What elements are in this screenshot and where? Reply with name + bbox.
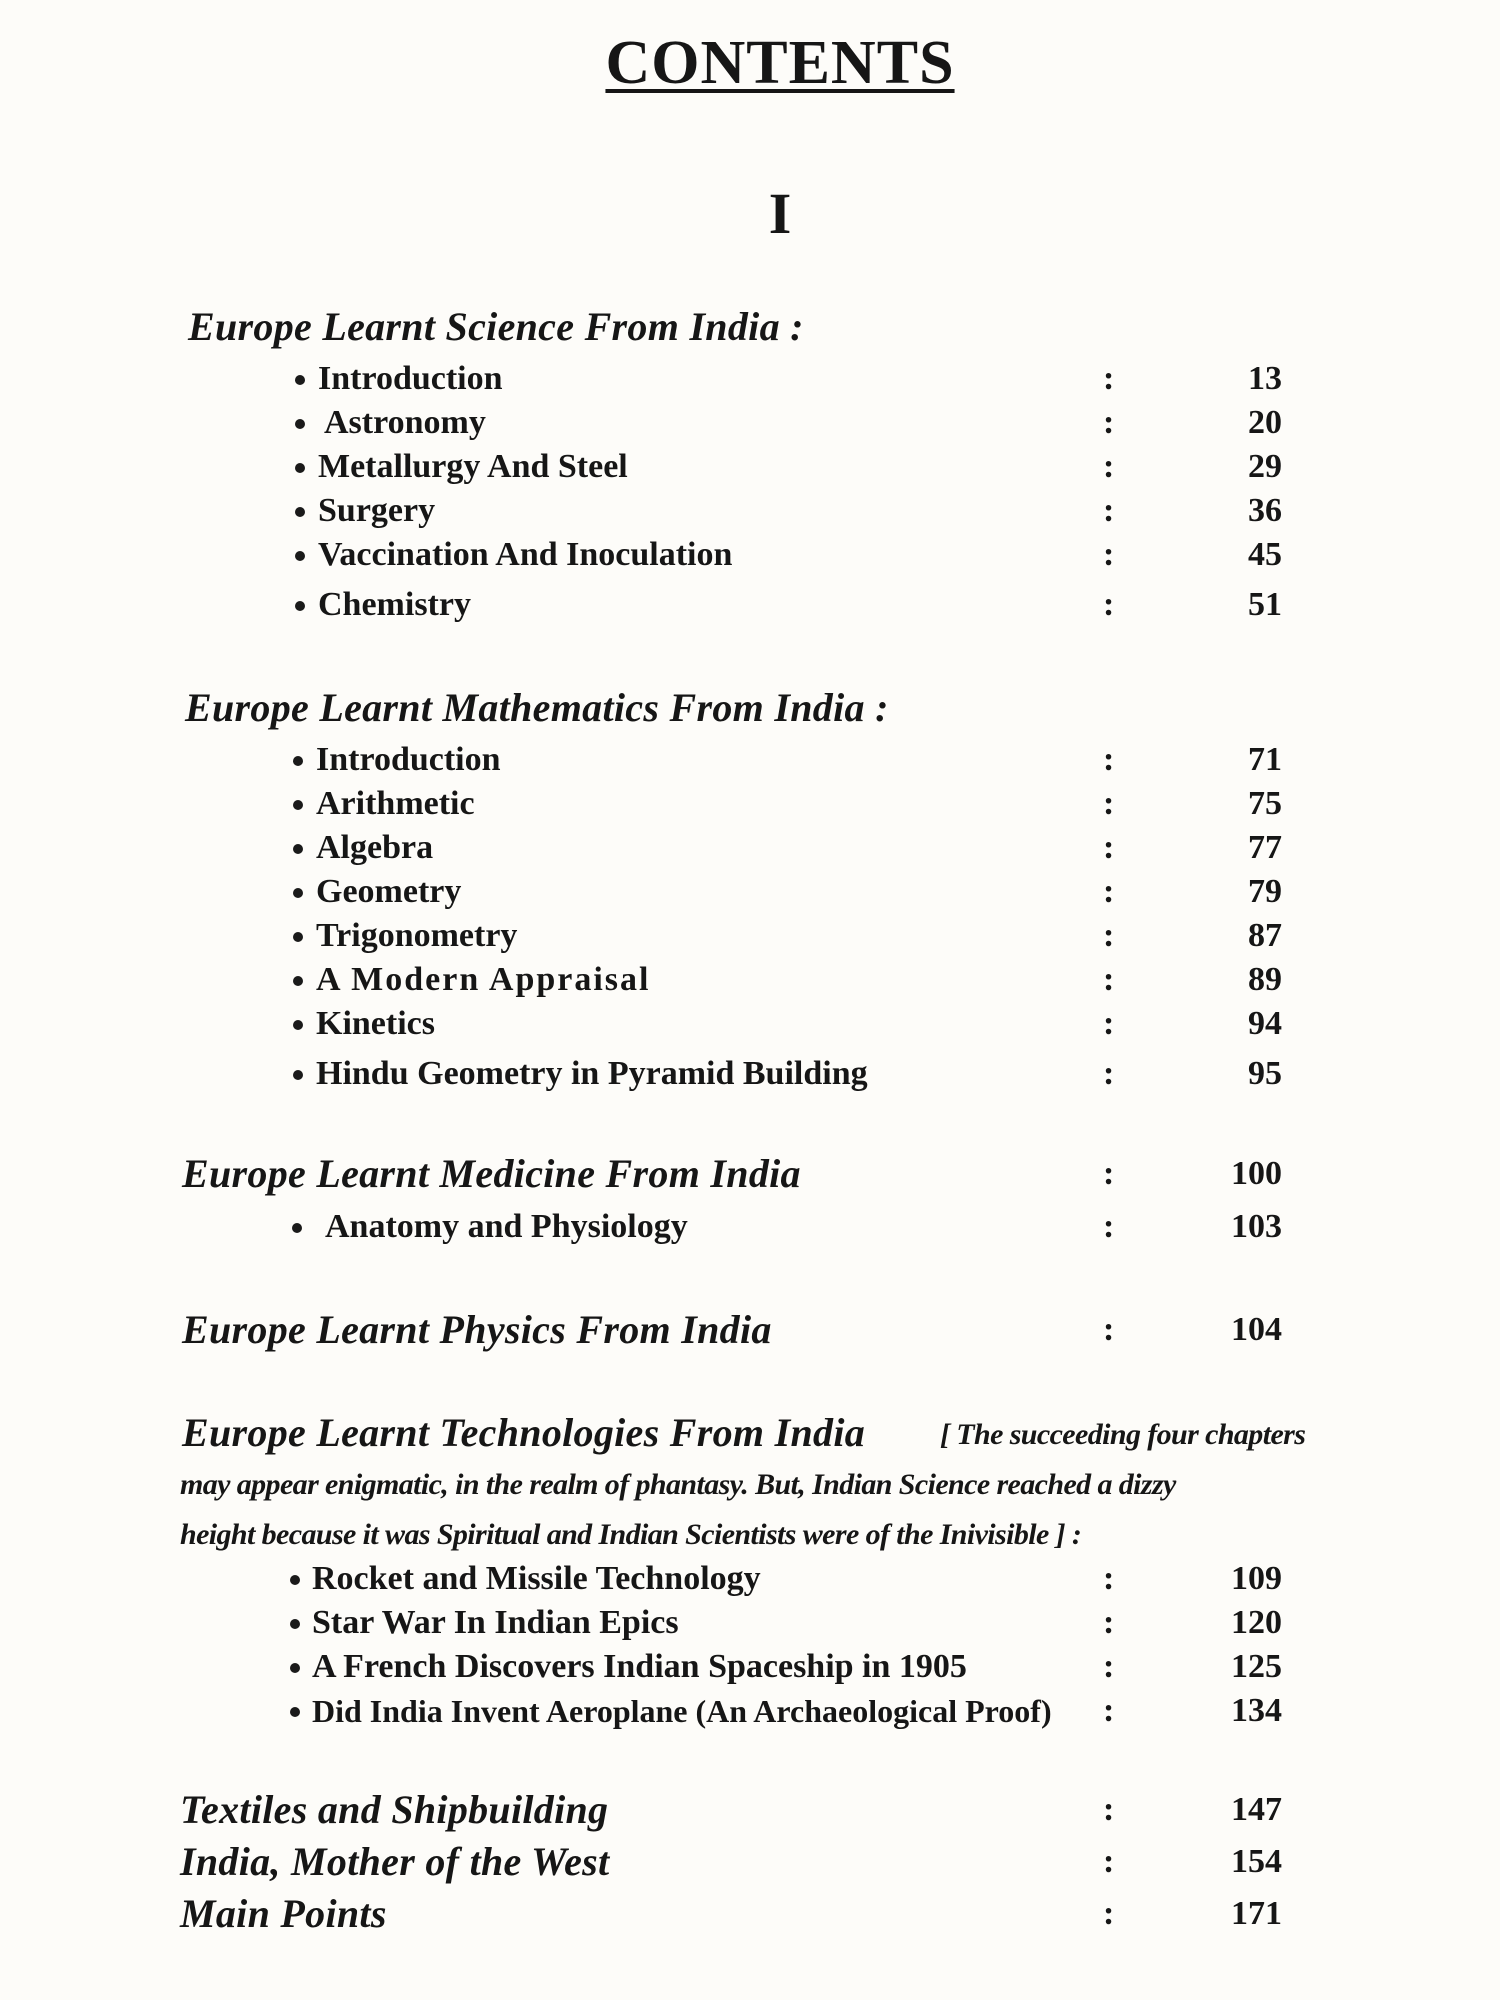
separator: : <box>1103 1560 1115 1597</box>
entry-title: Astronomy <box>324 404 486 441</box>
separator: : <box>1103 1604 1115 1641</box>
section-heading-mathematics <box>0 684 1500 732</box>
section-heading-physics[interactable] <box>0 1306 1500 1354</box>
page-number: 89 <box>1248 961 1282 998</box>
toc-entry[interactable] <box>0 487 1500 535</box>
toc-entry-india-mother[interactable] <box>0 1838 1500 1886</box>
page-number: 29 <box>1248 448 1282 485</box>
toc-entry[interactable] <box>0 1555 1500 1603</box>
separator: : <box>1103 492 1115 529</box>
separator: : <box>1103 536 1115 573</box>
section-title: Main Points <box>180 1891 387 1936</box>
section-note-line-3: height because it was Spiritual and Indian Scientists were of the Inivisible ] : <box>180 1518 1082 1551</box>
section-title: Europe Learnt Physics From India <box>182 1307 772 1352</box>
page-number: 79 <box>1248 873 1282 910</box>
page-number: 171 <box>1231 1895 1282 1932</box>
entry-title: Rocket and Missile Technology <box>312 1560 761 1597</box>
toc-entry[interactable] <box>0 736 1500 784</box>
bullet-icon <box>293 932 303 942</box>
separator: : <box>1103 1005 1115 1042</box>
bullet-icon <box>293 888 303 898</box>
toc-entry[interactable] <box>0 824 1500 872</box>
bullet-icon <box>292 1223 302 1233</box>
section-heading-medicine[interactable] <box>0 1150 1500 1198</box>
entry-title: Anatomy and Physiology <box>325 1208 688 1245</box>
entry-title: Did India Invent Aeroplane (An Archaeological Proof) <box>312 1693 1052 1729</box>
section-title: Europe Learnt Technologies From India <box>182 1410 866 1455</box>
bullet-icon <box>293 976 303 986</box>
toc-entry[interactable] <box>0 1050 1500 1098</box>
bullet-icon <box>295 375 305 385</box>
bullet-icon <box>290 1619 300 1629</box>
entry-title: Surgery <box>318 492 436 529</box>
entry-title: Geometry <box>316 873 462 910</box>
separator: : <box>1103 1055 1115 1092</box>
bullet-icon <box>295 463 305 473</box>
bullet-icon <box>293 1020 303 1030</box>
toc-entry[interactable] <box>0 956 1500 1004</box>
separator: : <box>1103 741 1115 778</box>
toc-entry[interactable] <box>0 399 1500 447</box>
entry-title: A French Discovers Indian Spaceship in 1905 <box>312 1648 967 1685</box>
toc-entry[interactable] <box>0 1599 1500 1647</box>
bullet-icon <box>293 756 303 766</box>
section-title: Europe Learnt Mathematics From India : <box>185 685 889 730</box>
entry-title: Star War In Indian Epics <box>312 1604 679 1641</box>
separator: : <box>1103 1311 1115 1348</box>
entry-title: Trigonometry <box>316 917 518 954</box>
section-note-line-1: [ The succeeding four chapters <box>940 1418 1306 1451</box>
bullet-icon <box>293 844 303 854</box>
toc-entry[interactable] <box>0 355 1500 403</box>
bullet-icon <box>295 551 305 561</box>
separator: : <box>1103 829 1115 866</box>
bullet-icon <box>295 419 305 429</box>
toc-entry[interactable] <box>0 443 1500 491</box>
toc-entry[interactable] <box>0 581 1500 629</box>
separator: : <box>1103 1692 1115 1729</box>
separator: : <box>1103 1648 1115 1685</box>
page-number: 95 <box>1248 1055 1282 1092</box>
toc-entry[interactable] <box>0 1203 1500 1251</box>
entry-title: Metallurgy And Steel <box>318 448 628 485</box>
page-number: 13 <box>1248 360 1282 397</box>
separator: : <box>1103 404 1115 441</box>
page-number: 20 <box>1248 404 1282 441</box>
section-note-line-2: may appear enigmatic, in the realm of phantasy. But, Indian Science reached a dizzy <box>180 1468 1176 1501</box>
toc-entry[interactable] <box>0 531 1500 579</box>
toc-entry-main-points[interactable] <box>0 1890 1500 1938</box>
page-title: CONTENTS <box>605 29 955 97</box>
entry-title: Introduction <box>316 741 501 778</box>
separator: : <box>1103 961 1115 998</box>
separator: : <box>1103 1208 1115 1245</box>
toc-entry[interactable] <box>0 1643 1500 1691</box>
separator: : <box>1103 917 1115 954</box>
page-number: 87 <box>1248 917 1282 954</box>
page-number: 109 <box>1231 1560 1282 1597</box>
page-number: 104 <box>1231 1311 1282 1348</box>
separator: : <box>1103 360 1115 397</box>
separator: : <box>1103 1155 1115 1192</box>
page-number: 71 <box>1248 741 1282 778</box>
page-number: 120 <box>1231 1604 1282 1641</box>
separator: : <box>1103 785 1115 822</box>
toc-entry-textiles[interactable] <box>0 1786 1500 1834</box>
bullet-icon <box>295 601 305 611</box>
page-number: 100 <box>1231 1155 1282 1192</box>
page-number: 77 <box>1248 829 1282 866</box>
page-number: 51 <box>1248 586 1282 623</box>
bullet-icon <box>293 1070 303 1080</box>
section-title: India, Mother of the West <box>180 1839 610 1884</box>
entry-title: A Modern Appraisal <box>316 961 651 998</box>
entry-title: Vaccination And Inoculation <box>318 536 733 573</box>
bullet-icon <box>290 1575 300 1585</box>
section-heading-science <box>0 303 1500 351</box>
page-number: 134 <box>1231 1692 1282 1729</box>
entry-title: Introduction <box>318 360 503 397</box>
page-number: 147 <box>1231 1791 1282 1828</box>
section-title: Textiles and Shipbuilding <box>180 1787 609 1832</box>
page-number: 36 <box>1248 492 1282 529</box>
toc-entry[interactable] <box>0 868 1500 916</box>
bullet-icon <box>293 800 303 810</box>
bullet-icon <box>290 1663 300 1673</box>
toc-entry[interactable] <box>0 1687 1500 1735</box>
toc-entry[interactable] <box>0 780 1500 828</box>
separator: : <box>1103 448 1115 485</box>
entry-title: Arithmetic <box>316 785 475 822</box>
entry-title: Hindu Geometry in Pyramid Building <box>316 1055 868 1092</box>
separator: : <box>1103 873 1115 910</box>
entry-title: Kinetics <box>316 1005 435 1042</box>
toc-entry[interactable] <box>0 1000 1500 1048</box>
section-heading-technologies <box>0 1409 1500 1457</box>
bullet-icon <box>290 1707 300 1717</box>
section-title: Europe Learnt Science From India : <box>188 304 804 349</box>
section-title: Europe Learnt Medicine From India <box>182 1151 801 1196</box>
bullet-icon <box>295 507 305 517</box>
page-number: 75 <box>1248 785 1282 822</box>
page-number: 125 <box>1231 1648 1282 1685</box>
page-number: 154 <box>1231 1843 1282 1880</box>
page-number: 94 <box>1248 1005 1282 1042</box>
toc-entry[interactable] <box>0 912 1500 960</box>
entry-title: Chemistry <box>318 586 471 623</box>
page-number: 103 <box>1231 1208 1282 1245</box>
separator: : <box>1103 1791 1115 1828</box>
entry-title: Algebra <box>316 829 434 866</box>
separator: : <box>1103 1895 1115 1932</box>
separator: : <box>1103 1843 1115 1880</box>
part-number: I <box>768 181 792 246</box>
separator: : <box>1103 586 1115 623</box>
page-number: 45 <box>1248 536 1282 573</box>
